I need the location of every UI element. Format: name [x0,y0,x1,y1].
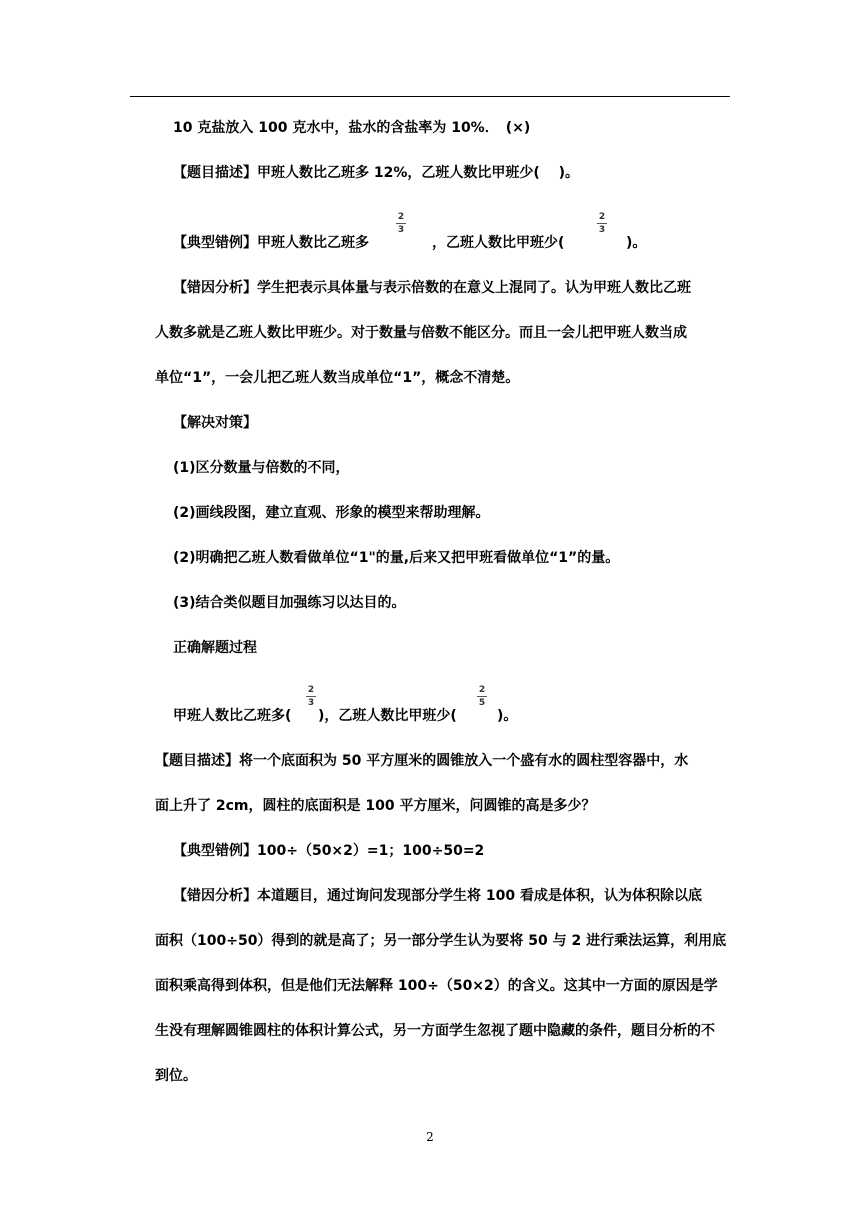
fraction-denominator: 3 [307,698,315,708]
problem-description-2-line-2: 面上升了 2cm，圆柱的底面积是 100 平方厘米，问圆锥的高是多少？ [155,798,596,814]
error-analysis-2-line-1: 【错因分析】本道题目，通过询问发现部分学生将 100 看成是体积，认为体积除以底 [173,888,702,904]
fraction-numerator: 2 [598,212,606,222]
correct-answer-part-b: )，乙班人数比甲班少( [318,708,457,724]
fraction-two-fifths [477,685,487,708]
page-number: 2 [426,1130,434,1144]
error-analysis-1-line-2: 人数多就是乙班人数比甲班少。对于数量与倍数不能区分。而且一会儿把甲班人数当成 [155,325,687,341]
fraction-denominator: 5 [478,698,486,708]
typical-error-1-part-c: )。 [626,235,647,251]
error-analysis-2-line-3: 面积乘高得到体积，但是他们无法解释 100÷（50×2）的含义。这其中一方面的原因是学 [155,978,718,994]
problem-description-2-line-1: 【题目描述】将一个底面积为 50 平方厘米的圆锥放入一个盛有水的圆柱型容器中，水 [155,753,689,769]
typical-error-2: 【典型错例】100÷（50×2）=1；100÷50=2 [173,843,485,859]
correct-solution-heading: 正确解题过程 [173,640,257,656]
error-analysis-2-line-4: 生没有理解圆锥圆柱的体积计算公式，另一方面学生忽视了题中隐藏的条件，题目分析的不 [155,1023,715,1039]
error-analysis-2-line-2: 面积（100÷50）得到的就是高了；另一部分学生认为要将 50 与 2 进行乘法运算，利用底 [155,933,727,949]
correct-answer-part-c: )。 [497,708,518,724]
typical-error-1-part-a: 【典型错例】甲班人数比乙班多 [173,235,369,251]
fraction-numerator: 2 [307,685,315,695]
fraction-bar [477,696,487,697]
error-analysis-1-line-3: 单位“1”，一会儿把乙班人数当成单位“1”，概念不清楚。 [155,370,520,386]
solution-step-2: (2)画线段图，建立直观、形象的模型来帮助理解。 [173,505,490,521]
solution-step-1: (1)区分数量与倍数的不同， [173,460,350,476]
fraction-two-thirds [306,685,316,708]
fraction-numerator: 2 [397,212,405,222]
fraction-two-thirds [597,212,607,235]
typical-error-1-part-b: ，乙班人数比甲班少( [432,235,565,251]
header-rule [130,96,730,97]
fraction-bar [597,223,607,224]
fraction-denominator: 3 [397,225,405,235]
solution-step-4: (3)结合类似题目加强练习以达目的。 [173,595,406,611]
fraction-bar [306,696,316,697]
solution-heading: 【解决对策】 [173,415,257,431]
fraction-two-thirds [396,212,406,235]
problem-description-1: 【题目描述】甲班人数比乙班多 12%，乙班人数比甲班少( )。 [173,165,580,181]
fraction-bar [396,223,406,224]
fraction-denominator: 3 [598,225,606,235]
error-analysis-2-line-5: 到位。 [155,1068,197,1084]
solution-step-3: (2)明确把乙班人数看做单位“1"的量,后来又把甲班看做单位“1”的量。 [173,550,620,566]
fraction-numerator: 2 [478,685,486,695]
statement-salt: 10 克盐放入 100 克水中，盐水的含盐率为 10%． (×) [173,120,531,136]
correct-answer-part-a: 甲班人数比乙班多( [173,708,292,724]
error-analysis-1-line-1: 【错因分析】学生把表示具体量与表示倍数的在意义上混同了。认为甲班人数比乙班 [173,280,691,296]
